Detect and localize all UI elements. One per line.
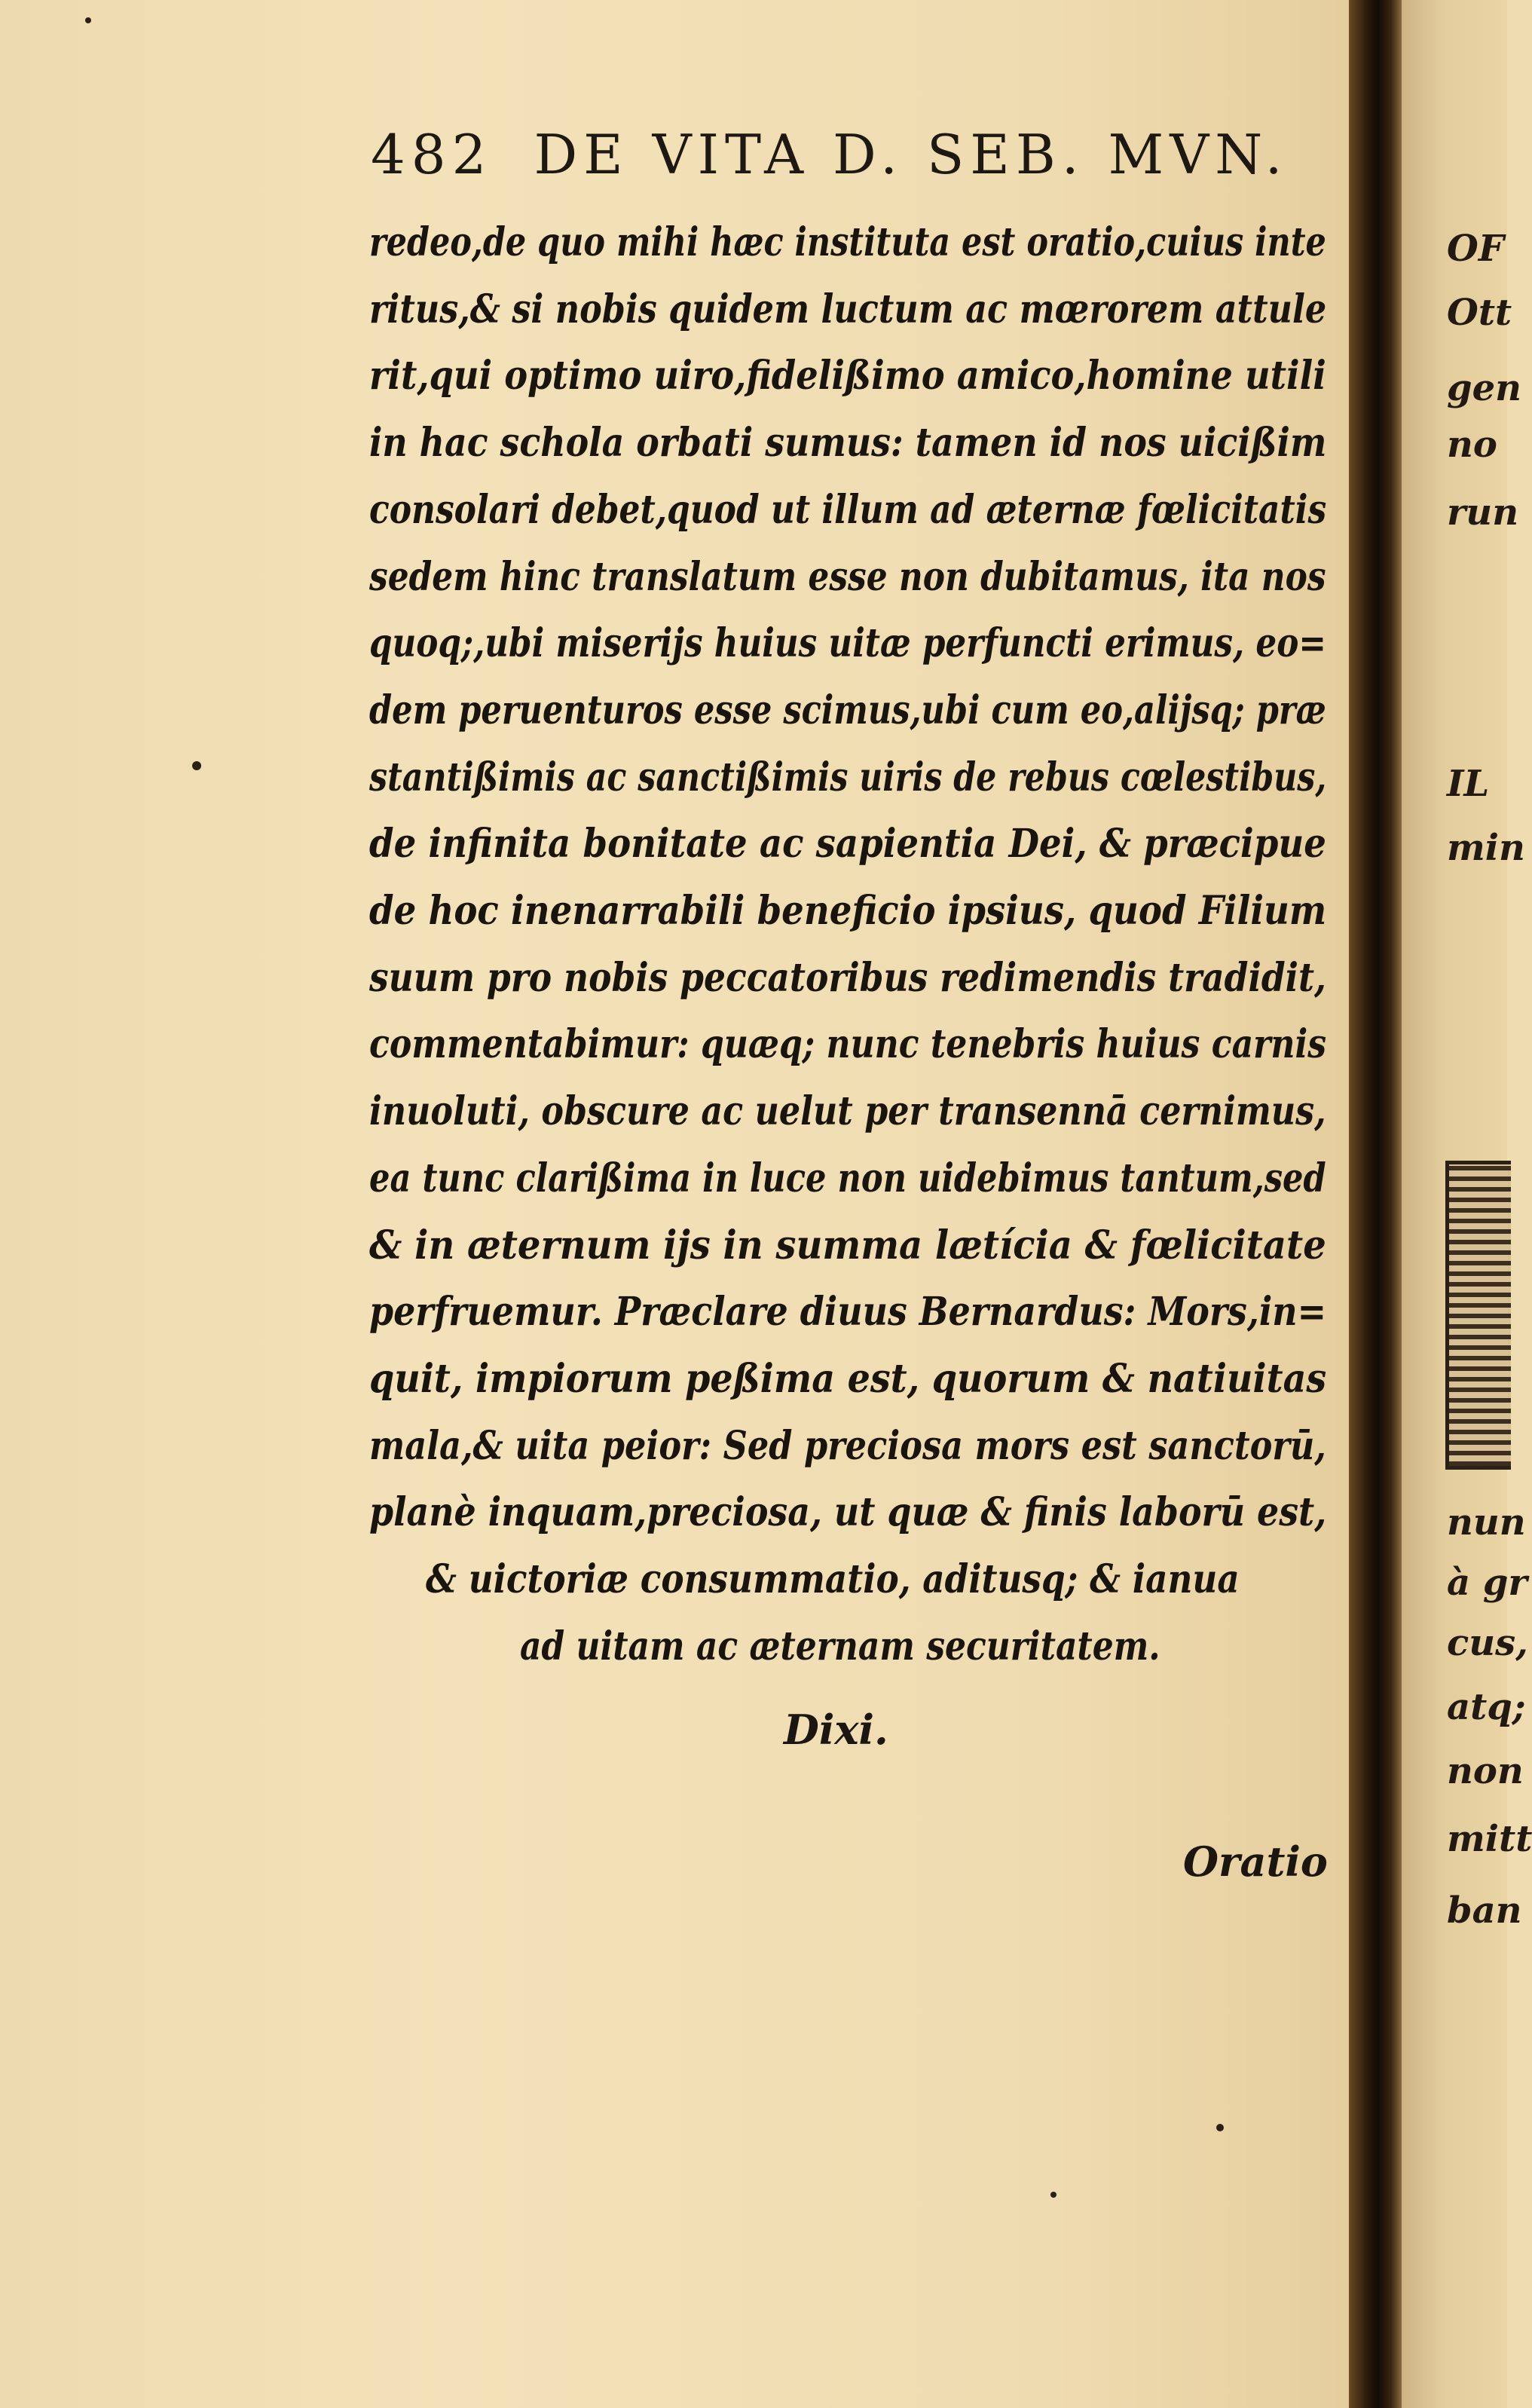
text-line: quit, impiorum peßima est, quorum & natiuitas — [369, 1355, 1327, 1402]
facing-page-text-fragment: min — [1447, 827, 1525, 869]
facing-page-text-fragment: OF — [1447, 228, 1504, 270]
ink-speck — [1216, 2124, 1224, 2131]
book-gutter — [1349, 0, 1402, 2408]
facing-page-text-fragment: nun — [1447, 1501, 1526, 1544]
facing-page-text-fragment: non — [1447, 1750, 1524, 1792]
facing-page-text-fragment: ban — [1447, 1889, 1522, 1932]
text-line: redeo,de quo mihi hæc instituta est oratio,cuius inte — [369, 219, 1326, 265]
facing-page-text-fragment: no — [1447, 424, 1497, 466]
facing-page-text-fragment: mitt — [1447, 1818, 1532, 1860]
catchword: Oratio — [1183, 1837, 1328, 1886]
facing-page-text-fragment: atq; — [1447, 1686, 1526, 1728]
text-line: ad uitam ac æternam securitatem. — [520, 1623, 1160, 1669]
text-line: de hoc inenarrabili beneficio ipsius, quod Filium — [369, 888, 1327, 934]
running-title: DE VITA D. SEB. MVN. — [534, 123, 1289, 186]
text-line: perfruemur. Præclare diuus Bernardus: Mors,in= — [369, 1289, 1327, 1336]
page-number: 482 — [371, 123, 493, 186]
text-line: inuoluti, obscure ac uelut per transennā cernimus, — [369, 1088, 1326, 1135]
facing-page-text-fragment: run — [1447, 491, 1519, 534]
text-line: stantißimis ac sanctißimis uiris de rebus cœlestibus, — [369, 754, 1327, 800]
text-line: rit,qui optimo uiro,fidelißimo amico,homine utili — [369, 353, 1326, 399]
facing-page-text-fragment: Ott — [1447, 292, 1512, 334]
facing-page-text-fragment: IL — [1447, 763, 1490, 805]
text-line: sedem hinc translatum esse non dubitamus, ita nos — [369, 553, 1326, 600]
ink-speck — [85, 17, 91, 23]
text-line: quoq;,ubi miserijs huius uitæ perfuncti erimus, eo= — [369, 620, 1326, 667]
facing-page-text-fragment: à gr — [1447, 1562, 1527, 1604]
text-line: ea tunc clarißima in luce non uidebimus tantum,sed — [369, 1155, 1326, 1201]
text-line: consolari debet,quod ut illum ad æternæ fœlicitatis — [369, 486, 1327, 533]
text-line: in hac schola orbati sumus: tamen id nos uicißim — [369, 420, 1327, 467]
text-line: de infinita bonitate ac sapientia Dei, & præcipue — [369, 821, 1326, 867]
text-line: planè inquam,preciosa, ut quæ & finis laborū est, — [369, 1489, 1327, 1536]
text-line: commentabimur: quæq; nunc tenebris huius carnis — [369, 1021, 1327, 1068]
ink-speck — [192, 761, 201, 770]
text-line: suum pro nobis peccatoribus redimendis tradidit, — [369, 954, 1326, 1001]
woodcut-border — [1445, 1161, 1511, 1470]
recto-page-edge — [1402, 0, 1532, 2408]
text-line: & in æternum ijs in summa lætícia & fœlicitate — [369, 1222, 1326, 1268]
facing-page-text-fragment: cus, — [1447, 1622, 1528, 1664]
ink-speck — [1050, 2192, 1056, 2198]
facing-page-text-fragment: gen — [1447, 367, 1521, 409]
text-line: dem peruenturos esse scimus,ubi cum eo,alijsq; præ — [369, 687, 1326, 733]
signoff: Dixi. — [784, 1706, 888, 1754]
text-line: ritus,& si nobis quidem luctum ac mœrorem attule — [369, 286, 1327, 332]
text-line: mala,& uita peior: Sed preciosa mors est sanctorū, — [369, 1422, 1326, 1469]
text-line: & uictoriæ consummatio, aditusq; & ianua — [426, 1556, 1240, 1602]
